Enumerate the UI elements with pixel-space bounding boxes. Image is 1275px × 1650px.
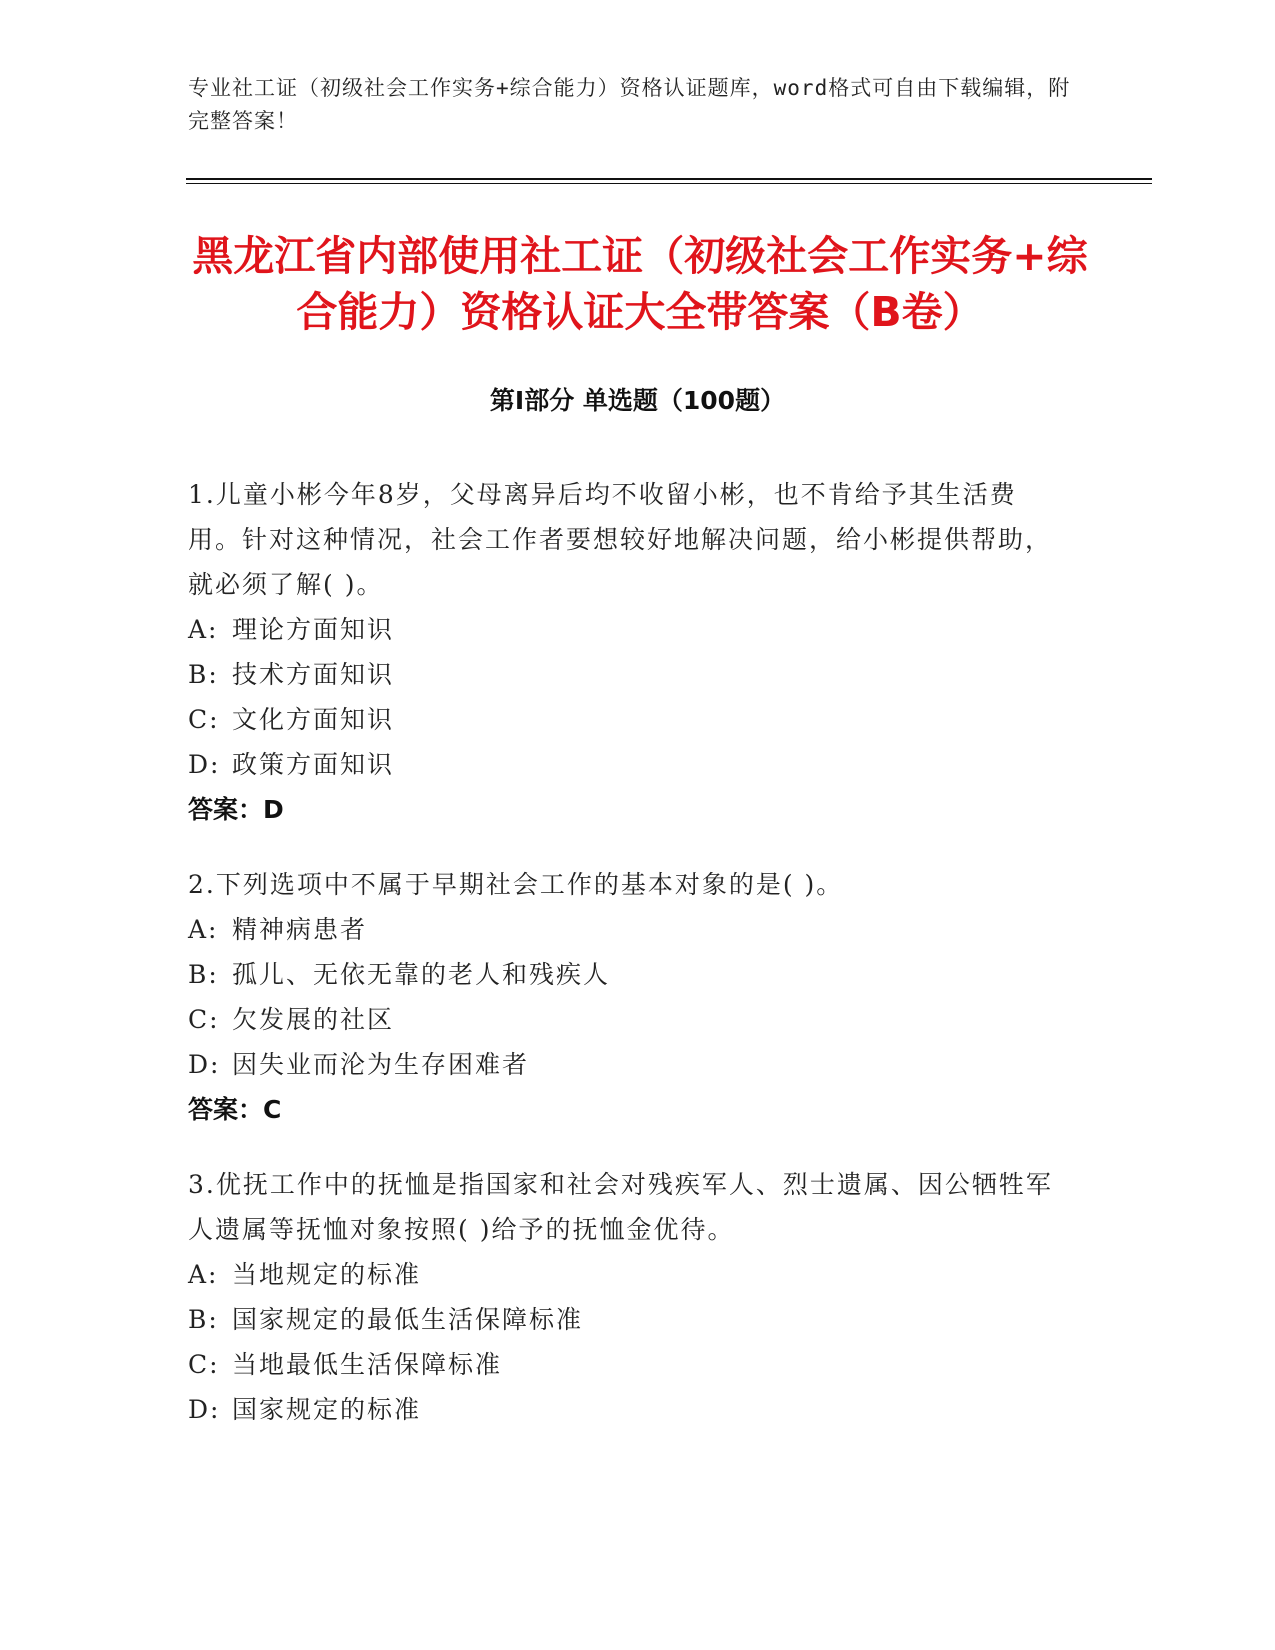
option-text: 技术方面知识 bbox=[232, 660, 395, 689]
option-key: A: bbox=[188, 915, 219, 944]
option-text: 文化方面知识 bbox=[232, 705, 395, 734]
answer-line: 答案：D bbox=[188, 795, 284, 824]
option-text: 当地规定的标准 bbox=[232, 1260, 422, 1289]
option-a bbox=[188, 607, 1068, 652]
option-b bbox=[188, 952, 1068, 997]
option-c bbox=[188, 997, 1068, 1042]
option-key: C: bbox=[188, 1350, 220, 1379]
option-c bbox=[188, 1342, 1068, 1387]
option-text: 当地最低生活保障标准 bbox=[232, 1350, 503, 1379]
option-key: D: bbox=[188, 1050, 221, 1079]
option-text: 因失业而沦为生存困难者 bbox=[232, 1050, 530, 1079]
question-1 bbox=[188, 472, 1068, 832]
option-text: 政策方面知识 bbox=[232, 750, 395, 779]
header-rule-thick bbox=[186, 178, 1152, 180]
option-key: B: bbox=[188, 960, 219, 989]
answer-line: 答案：C bbox=[188, 1095, 282, 1124]
option-d bbox=[188, 1042, 1068, 1087]
option-c bbox=[188, 697, 1068, 742]
question-2 bbox=[188, 862, 1068, 1132]
document-title: 黑龙江省内部使用社工证（初级社会工作实务+综合能力）资格认证大全带答案（B卷） bbox=[192, 232, 1088, 336]
option-key: D: bbox=[188, 1395, 221, 1424]
option-key: C: bbox=[188, 1005, 220, 1034]
header-note: 专业社工证（初级社会工作实务+综合能力）资格认证题库，word格式可自由下载编辑，附完整答案！ bbox=[188, 76, 1071, 133]
option-d bbox=[188, 742, 1068, 787]
question-3 bbox=[188, 1162, 1068, 1432]
question-stem: 2.下列选项中不属于早期社会工作的基本对象的是( )。 bbox=[188, 870, 844, 899]
option-text: 孤儿、无依无靠的老人和残疾人 bbox=[232, 960, 611, 989]
option-a bbox=[188, 1252, 1068, 1297]
header-rule-thin bbox=[186, 183, 1152, 184]
question-stem: 1.儿童小彬今年8岁，父母离异后均不收留小彬，也不肯给予其生活费用。针对这种情况，社会工作者要想较好地解决问题，给小彬提供帮助，就必须了解( )。 bbox=[188, 480, 1053, 599]
option-key: A: bbox=[188, 615, 219, 644]
option-key: A: bbox=[188, 1260, 219, 1289]
option-key: B: bbox=[188, 1305, 219, 1334]
question-stem: 3.优抚工作中的抚恤是指国家和社会对残疾军人、烈士遗属、因公牺牲军人遗属等抚恤对象按照( )给予的抚恤金优待。 bbox=[188, 1170, 1053, 1244]
section-title: 第Ⅰ部分 单选题（100题） bbox=[489, 386, 786, 415]
option-text: 国家规定的最低生活保障标准 bbox=[232, 1305, 584, 1334]
option-text: 欠发展的社区 bbox=[232, 1005, 395, 1034]
option-b bbox=[188, 1297, 1068, 1342]
option-key: B: bbox=[188, 660, 219, 689]
question-list bbox=[188, 472, 1068, 1462]
option-text: 理论方面知识 bbox=[232, 615, 395, 644]
option-d bbox=[188, 1387, 1068, 1432]
option-b bbox=[188, 652, 1068, 697]
option-a bbox=[188, 907, 1068, 952]
option-text: 精神病患者 bbox=[232, 915, 368, 944]
option-text: 国家规定的标准 bbox=[232, 1395, 422, 1424]
option-key: D: bbox=[188, 750, 221, 779]
option-key: C: bbox=[188, 705, 220, 734]
